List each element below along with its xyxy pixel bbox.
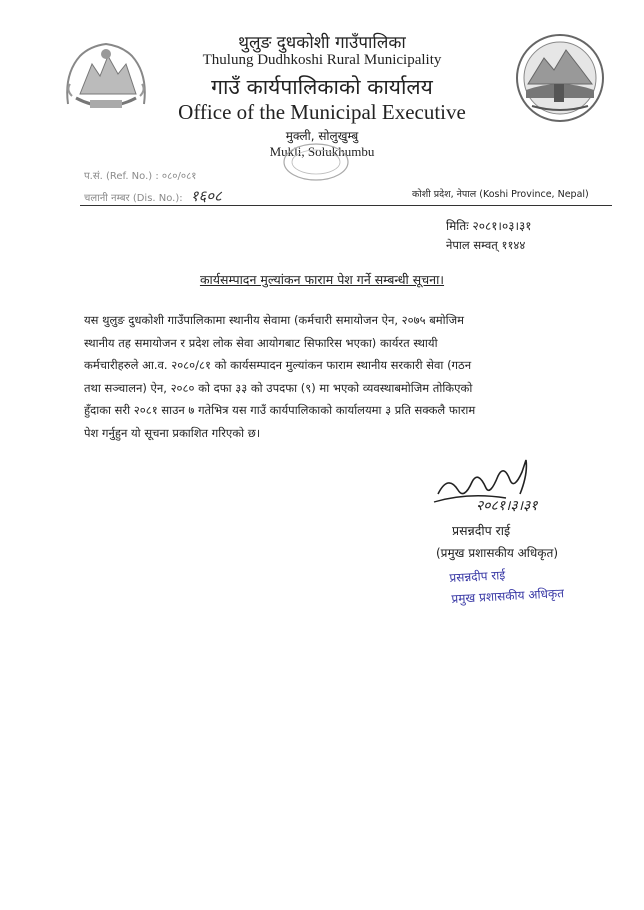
body-line: पेश गर्नुहुन यो सूचना प्रकाशित गरिएको छ। — [84, 426, 261, 440]
letterhead-office-en: Office of the Municipal Executive — [178, 100, 466, 124]
letterhead-office-np: गाउँ कार्यपालिकाको कार्यालय — [211, 75, 433, 99]
letterhead-address-np: मुक्ली, सोलुखुम्बु — [285, 129, 359, 143]
dispatch-number-value: १६०८ — [190, 187, 222, 205]
reference-number: प.सं. (Ref. No.) : ०८०/०८१ — [84, 171, 197, 182]
signatory-designation: (प्रमुख प्रशासकीय अधिकृत) — [436, 546, 559, 560]
signature-date: २०८१।३।३१ — [476, 498, 538, 514]
stamp-signatory-designation: प्रमुख प्रशासकीय अधिकृत — [451, 586, 565, 606]
header-divider — [80, 205, 612, 206]
dispatch-number — [84, 186, 222, 206]
stamp-signatory-name: प्रसन्नदीप राई — [449, 568, 506, 585]
body-line: स्थानीय तह समायोजन र प्रदेश लोक सेवा आयोगबाट सिफारिस भएका) कार्यरत स्थायी — [84, 336, 438, 350]
body-line: हुँदाका सरी २०८१ साउन ७ गतेभित्र यस गाउँ कार्यपालिकाको कार्यालयमा ३ प्रति सक्कलै फाराम — [84, 403, 476, 417]
letterhead-address-en: Mukli, Solukhumbu — [269, 144, 375, 159]
signatory-name: प्रसन्नदीप राई — [452, 523, 511, 538]
province-label: कोशी प्रदेश, नेपाल (Koshi Province, Nepal) — [412, 189, 589, 200]
letterhead-name-np: थुलुङ दुधकोशी गाउँपालिका — [238, 33, 406, 53]
dispatch-stamp-icon — [282, 142, 350, 182]
body-line: यस थुलुङ दुधकोशी गाउँपालिकामा स्थानीय सेवामा (कर्मचारी समायोजन ऐन, २०७५ बमोजिम — [84, 313, 465, 327]
body-line: तथा सञ्चालन) ऐन, २०८० को दफा ३३ को उपदफा (९) मा भएको व्यवस्थाबमोजिम तोकिएको — [84, 381, 473, 395]
date-label: मितिः २०८१।०३।३१ — [446, 219, 532, 233]
notice-subject-text: कार्यसम्पादन मुल्यांकन फाराम पेश गर्ने सम्बन्धी सूचना। — [199, 272, 445, 287]
handwritten-signature-icon — [428, 454, 558, 520]
body-line: कर्मचारीहरुले आ.व. २०८०/८१ को कार्यसम्पादन मुल्यांकन फाराम स्थानीय सरकारी सेवा (गठन — [84, 358, 472, 372]
notice-subject — [0, 271, 644, 288]
nepal-sambat-date: नेपाल सम्वत् ११४४ — [446, 238, 526, 252]
letterhead-name-en: Thulung Dudhkoshi Rural Municipality — [202, 52, 442, 68]
dispatch-number-label: चलानी नम्बर (Dis. No.): — [84, 193, 183, 204]
